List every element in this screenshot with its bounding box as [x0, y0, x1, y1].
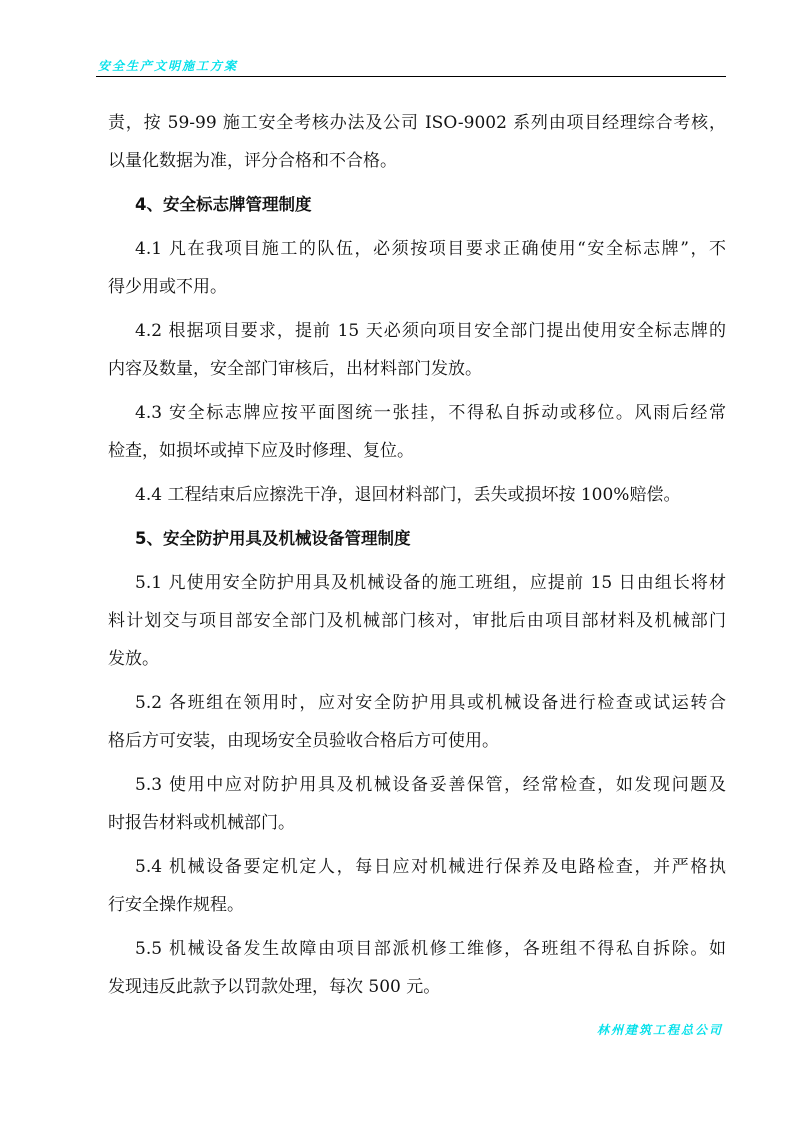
text-line: 4.2 根据项目要求，提前 15 天必须向项目安全部门提出使用安全标志牌的 [135, 321, 726, 341]
text-line: 5.5 机械设备发生故障由项目部派机修工维修，各班组不得私自拆除。如 [135, 939, 726, 959]
running-header: 安全生产文明施工方案 [98, 59, 239, 73]
text-line: 内容及数量，安全部门审核后，出材料部门发放。 [108, 359, 482, 379]
text-line: 检查，如损坏或掉下应及时修理、复位。 [108, 441, 414, 461]
text-line: 4、安全标志牌管理制度 [135, 195, 312, 214]
paragraph [108, 564, 726, 678]
text-line: 5.4 机械设备要定机定人，每日应对机械进行保养及电路检查，并严格执 [135, 857, 726, 877]
text-line: 行安全操作规程。 [108, 895, 244, 915]
text-line: 格后方可安装，由现场安全员验收合格后方可使用。 [108, 731, 499, 751]
text-line: 5.1 凡使用安全防护用具及机械设备的施工班组，应提前 15 日由组长将材 [135, 573, 726, 593]
paragraph [108, 230, 726, 306]
text-line: 责，按 59-99 施工安全考核办法及公司 ISO-9002 系列由项目经理综合考核， [108, 113, 726, 133]
text-line: 5、安全防护用具及机械设备管理制度 [135, 529, 411, 548]
paragraph [108, 848, 726, 924]
header-rule [96, 76, 726, 77]
section-heading [108, 186, 726, 224]
paragraph [108, 476, 726, 514]
running-footer: 林州建筑工程总公司 [596, 1023, 723, 1037]
paragraph [108, 312, 726, 388]
text-line: 5.2 各班组在领用时，应对安全防护用具或机械设备进行检查或试运转合 [135, 693, 726, 713]
text-line: 5.3 使用中应对防护用具及机械设备妥善保管，经常检查，如发现问题及 [135, 775, 726, 795]
text-line: 得少用或不用。 [108, 277, 227, 297]
text-line: 时报告材料或机械部门。 [108, 813, 295, 833]
text-line: 发现违反此款予以罚款处理，每次 500 元。 [108, 977, 441, 997]
paragraph [108, 104, 726, 180]
text-line: 4.3 安全标志牌应按平面图统一张挂，不得私自拆动或移位。风雨后经常 [135, 403, 726, 423]
paragraph [108, 766, 726, 842]
text-line: 以量化数据为准，评分合格和不合格。 [108, 151, 397, 171]
paragraph [108, 930, 726, 1006]
section-heading [108, 520, 726, 558]
document-body [108, 104, 726, 1012]
paragraph [108, 684, 726, 760]
text-line: 料计划交与项目部安全部门及机械部门核对，审批后由项目部材料及机械部门 [108, 611, 726, 631]
paragraph [108, 394, 726, 470]
text-line: 4.1 凡在我项目施工的队伍，必须按项目要求正确使用“安全标志牌”，不 [135, 239, 726, 259]
text-line: 4.4 工程结束后应擦洗干净，退回材料部门，丢失或损坏按 100%赔偿。 [135, 485, 681, 505]
text-line: 发放。 [108, 649, 159, 669]
